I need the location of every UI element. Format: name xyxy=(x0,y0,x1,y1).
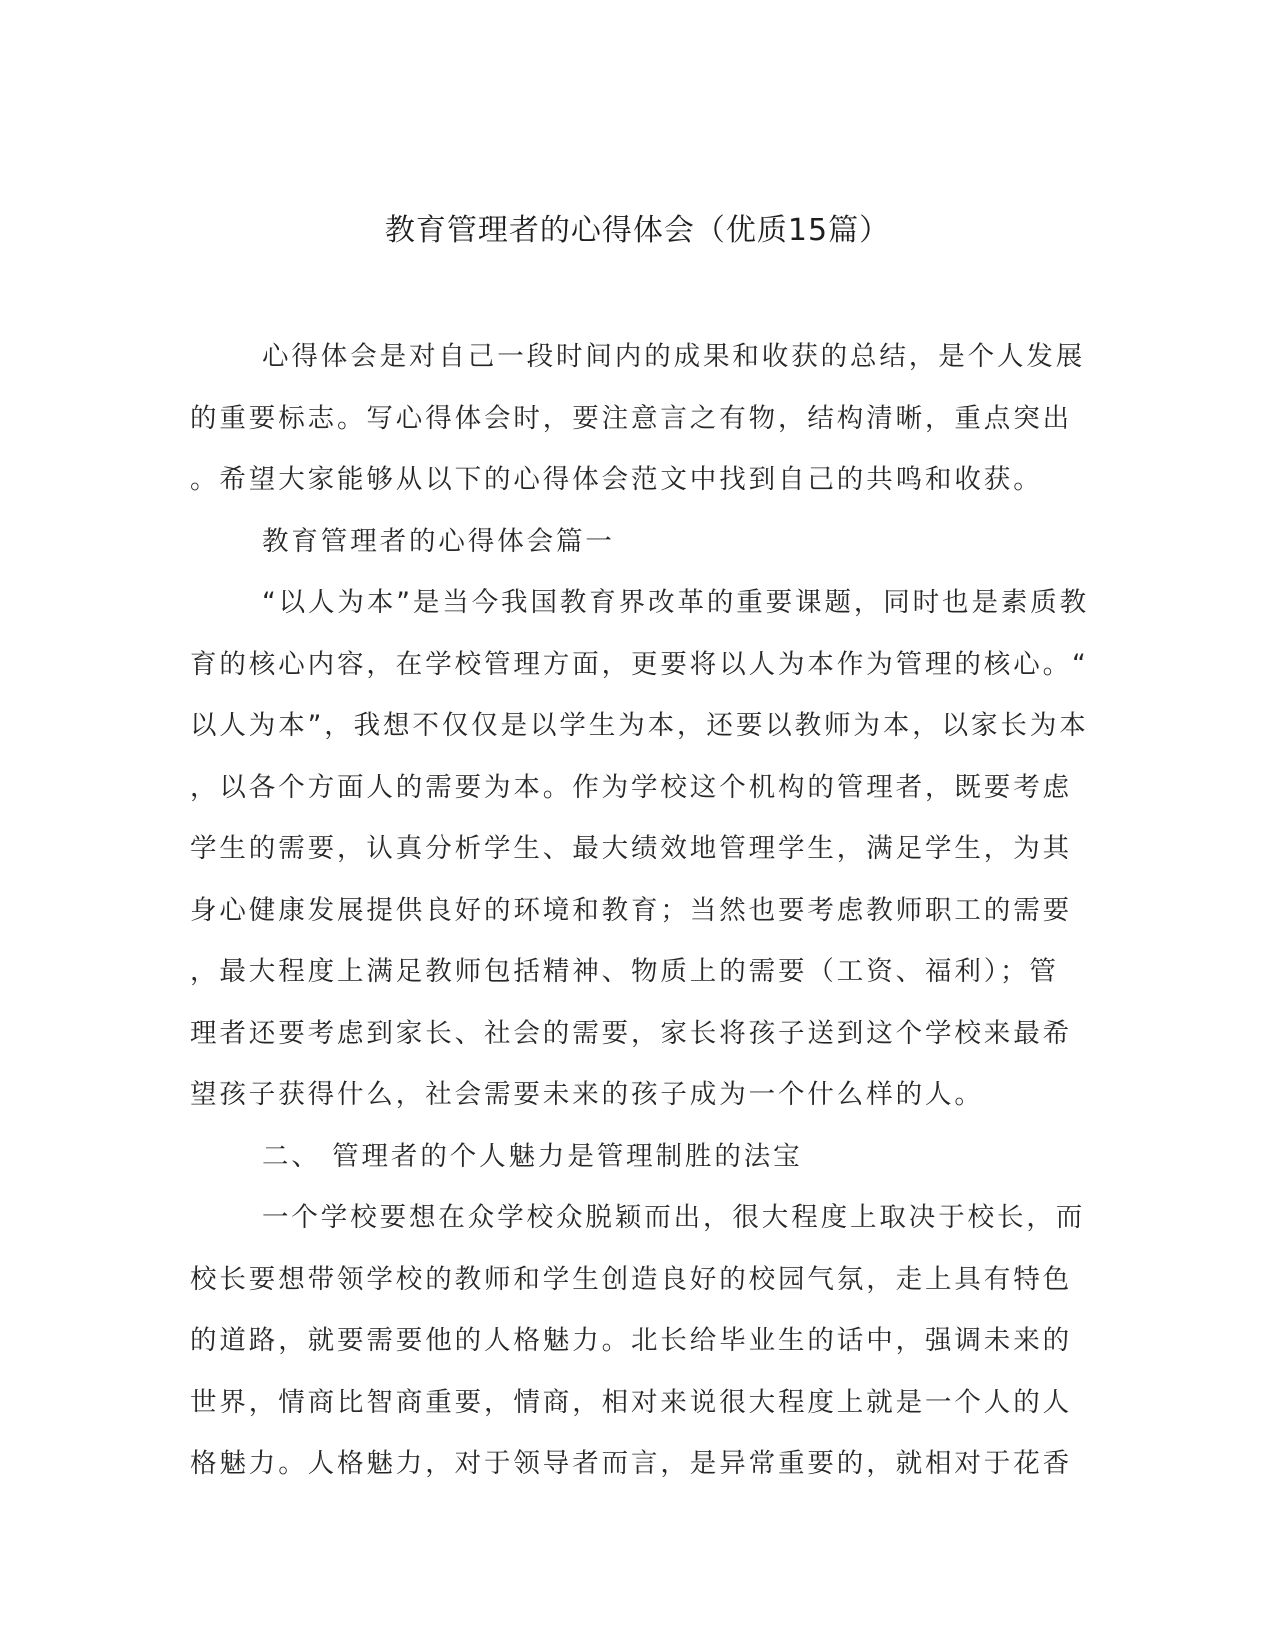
body-line: 教育管理者的心得体会篇一 xyxy=(262,525,615,557)
document-title: 教育管理者的心得体会（优质15篇） xyxy=(384,213,891,248)
body-line: 望孩子获得什么，社会需要未来的孩子成为一个什么样的人。 xyxy=(190,1079,984,1110)
body-line: 学生的需要，认真分析学生、最大绩效地管理学生，满足学生，为其 xyxy=(190,833,1072,864)
body-line: 身心健康发展提供良好的环境和教育；当然也要考虑教师职工的需要 xyxy=(190,894,1072,926)
body-line: ，以各个方面人的需要为本。作为学校这个机构的管理者，既要考虑 xyxy=(190,771,1072,803)
body-line: 一个学校要想在众学校众脱颖而出，很大程度上取决于校长，而 xyxy=(262,1202,1086,1233)
body-line: 理者还要考虑到家长、社会的需要，家长将孩子送到这个学校来最希 xyxy=(190,1017,1072,1049)
body-line: 育的核心内容，在学校管理方面，更要将以人为本作为管理的核心。“ xyxy=(190,648,1089,680)
body-line: 二、 管理者的个人魅力是管理制胜的法宝 xyxy=(262,1140,803,1172)
body-line: “以人为本”是当今我国教育界改革的重要课题，同时也是素质教 xyxy=(262,587,1090,618)
body-line: ，最大程度上满足教师包括精神、物质上的需要（工资、福利）；管 xyxy=(190,956,1059,987)
body-line: 格魅力。人格魅力，对于领导者而言，是异常重要的，就相对于花香 xyxy=(190,1448,1072,1479)
body-line: 心得体会是对自己一段时间内的成果和收获的总结，是个人发展 xyxy=(262,341,1086,372)
body-line: 的道路，就要需要他的人格魅力。北长给毕业生的话中，强调未来的 xyxy=(190,1325,1072,1356)
body-line: 。希望大家能够从以下的心得体会范文中找到自己的共鸣和收获。 xyxy=(190,464,1043,495)
body-line: 以人为本”，我想不仅仅是以学生为本，还要以教师为本，以家长为本 xyxy=(190,710,1089,741)
body-line: 的重要标志。写心得体会时，要注意言之有物，结构清晰，重点突出 xyxy=(190,402,1072,434)
document-body xyxy=(190,326,1090,1495)
body-line: 世界，情商比智商重要，情商，相对来说很大程度上就是一个人的人 xyxy=(190,1386,1072,1418)
body-line: 校长要想带领学校的教师和学生创造良好的校园气氛，走上具有特色 xyxy=(190,1263,1072,1295)
